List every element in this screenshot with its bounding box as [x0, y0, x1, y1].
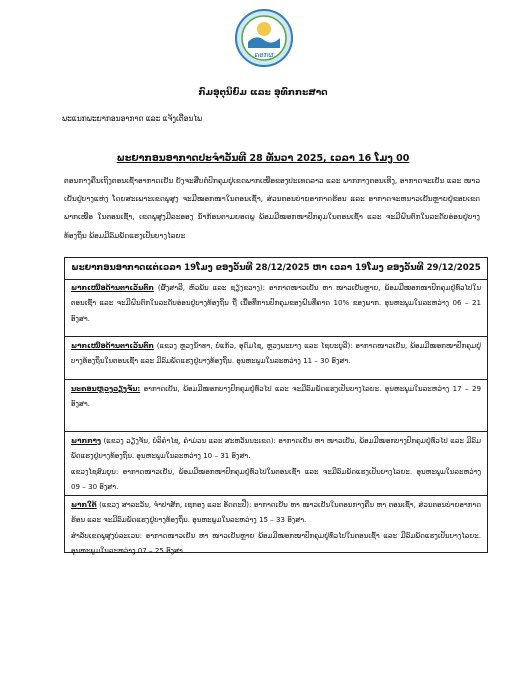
- region-vientiane-capital: [65, 380, 487, 432]
- region-text: ອາກາດໜາວເຢັນ, ພ້ອມມີໝອກໜາປົກຄຸມຢູ່ບາງທ້ອງຖິ່ນໃນຕອນເຊົ້າ ແລະ ມີລົມພັດແຮງຢູ່ບາງທ້ອງຖິ່ນ. ອຸນຫະພູມໃນລະຫວ່າງ 11 – 30 ອົງສາ.: [71, 341, 481, 366]
- region-provinces: (ແຂວງ ສາລະວັນ, ຈຳປາສັກ, ເຊກອງ ແລະ ອັດຕະປື):: [99, 500, 252, 509]
- sun-icon: [257, 22, 271, 36]
- region-text: ອາກາດໜາວເຢັນ ຫາ ໜາວເຢັນຫຼາຍ, ພ້ອມມີໝອກໜາປົກຄຸມຢູ່ທົ່ວໄປໃນຕອນເຊົ້າ ແລະ ຈະມີຝົນຕົກໃນລະດັບອ່ອນຢູ່ບາງທ້ອງຖິ່ນ ຖື ເນື້ອທີ່ການປົກຄຸມຂອງຝົນທີ່ຄາດ 10% ຂອງພາກ. ອຸນຫະພູມໃນລະຫວ່າງ 06 – 21 ອົງສາ.: [71, 283, 481, 323]
- forecast-table: [64, 257, 488, 556]
- forecast-period: ພະຍາກອນອາກາດແຕ່ເວລາ 19ໂມງ ຂອງວັນທີ 28/12/2025 ຫາ ເວລາ 19ໂມງ ຂອງວັນທີ 29/12/2025: [65, 258, 487, 280]
- region-subtext: ແຂວງໄຊສົມບູນ: ອາກາດໜາວເຢັນ, ພ້ອມມີໝອກໜາປົກຄຸມຢູ່ທົ່ວໄປໃນຕອນເຊົ້າ ແລະ ຈະມີລົມພັດແຮງເປັນບາງໄລຍະ. ອຸນຫະພູມໃນລະຫວ່າງ 09 – 30 ອົງສາ.: [71, 466, 481, 492]
- region-provinces: (ແຂວງ ຫຼວງນ້ຳທາ, ບໍ່ແກ້ວ, ອຸດົມໄຊ, ຫຼວງພະບາງ ແລະ ໄຊຍະບູລີ):: [156, 341, 353, 350]
- region-provinces: (ຜົ້ງສາລີ, ຫົວພັນ ແລະ ຊຽງຂວາງ):: [157, 283, 266, 292]
- region-name: ພາກເໜືອດ້ານຕາເວັນຕົກ: [71, 283, 154, 292]
- region-name: ນະຄອນຫຼວງວຽງຈັນ:: [71, 384, 141, 393]
- region-provinces: (ແຂວງ ວຽງຈັນ, ບໍລິຄຳໄຊ, ຄຳມ່ວນ ແລະ ສະຫວັນນະເຂດ):: [103, 436, 276, 445]
- region-name: ພາກເໜືອດ້ານຕາເວັນຕົກ: [71, 341, 154, 350]
- region-text: ອາກາດເຢັນ, ພ້ອມມີໝອກບາງປົກຄຸມຢູ່ທົ່ວໄປ ແລະ ຈະມີລົມພັດແຮງເປັນບາງໄລຍະ. ອຸນຫະພູມໃນລະຫວ່າງ 17 – 29 ອົງສາ.: [71, 384, 481, 409]
- division-name: ພະແນກພະຍາກອນອາກາດ ແລະ ແຈ້ງເຕືອນໄພ: [62, 114, 203, 123]
- region-text: ອາກາດເຢັນ ຫາ ໜາວເຢັນໃນຕອນກາງຄືນ ຫາ ຕອນເຊົ້າ, ສ່ວນຕອນບ່າຍອາກາດຮ້ອນ ແລະ ຈະມີລົມພັດແຮງຢູ່ບາງທ້ອງຖິ່ນ. ອຸນຫະພູມໃນລະຫວ່າງ 15 – 33 ອົງສາ.: [71, 500, 481, 525]
- region-south: [65, 496, 487, 554]
- region-name: ພາກໃຕ້: [71, 500, 97, 509]
- intro-paragraph: ຕອນກາງຄືນເຖິງຕອນເຊົ້າອາກາດເຢັນ ຍັງຈະສືບຕໍ່ປົກຄຸມຢູ່ເຂດພາກເໜືອຂອງປະເທດລາວ ແລະ ພາກກາງຕອນເທິງ, ອາກາດຈະເຢັນ ແລະ ໜາວເຢັນຢູ່ບາງແຫ່ງ ໂດຍສະເພາະເຂດພູສູງ ຈະມີໝອກໜາໃນຕອນເຊົ້າ, ສ່ວນຕອນບ່າຍອາກາດຮ້ອນ ແລະ ອາກາດຈະຫນາວເຢັນຫຼາຍຢູ່ຂອບເຂດພາກເໜືອ ໃນຕອນເຊົ້າ, ເຂດພູສູງມີລະອອງ ນ້ຳກ້ອນຕາມຍອດພູ ພ້ອມມີໝອກໜາປົກຄຸມໃນຕອນເຊົ້າ ແລະ ຈະມີຝົນຕົກໃນລະດັບອ່ອນຢູ່ບາງທ້ອງຖິ່ນ ພ້ອມມີລົມພັດແຮງເປັນບາງໄລຍະ: [64, 176, 480, 240]
- region-north-west: [65, 337, 487, 380]
- region-name: ພາກກາງ: [71, 436, 102, 445]
- region-text: ອາກາດເຢັນ ຫາ ໜາວເຢັນ, ພ້ອມມີໝອກບາງປົກຄຸມຢູ່ທົ່ວໄປ ແລະ ມີລົມພັດແຮງຢູ່ບາງທ້ອງຖິ່ນ. ອຸນຫະພູມໃນລະຫວ່າງ 10 – 31 ອົງສາ.: [71, 436, 481, 461]
- region-subtext: ສຳລັບເຂດພູສູງບໍລະເວນ: ອາກາດໜາວເຢັນ ຫາ ໜາວເຢັນຫຼາຍ ພ້ອມມີໝອກໜາປົກຄຸມຢູ່ທົ່ວໄປໃນຕອນເຊົ້າ ແລະ ມີລົມພັດແຮງເປັນບາງໄລຍະ. ອຸນຫະພູມໃນລະຫວ່າງ 07 – 25 ອົງສາ.: [71, 530, 481, 556]
- region-central: [65, 432, 487, 496]
- region-north-east: [65, 279, 487, 337]
- department-title: ກົມອຸຕຸນິຍົມ ແລະ ອຸທົກກະສາດ: [198, 88, 328, 98]
- department-logo: [234, 8, 294, 68]
- forecast-title: ພະຍາກອນອາກາດປະຈຳວັນທີ 28 ທັນວາ 2025, ເວລາ 16 ໂມງ 00: [116, 153, 410, 164]
- logo-text: ຄອກຜ: [254, 51, 274, 59]
